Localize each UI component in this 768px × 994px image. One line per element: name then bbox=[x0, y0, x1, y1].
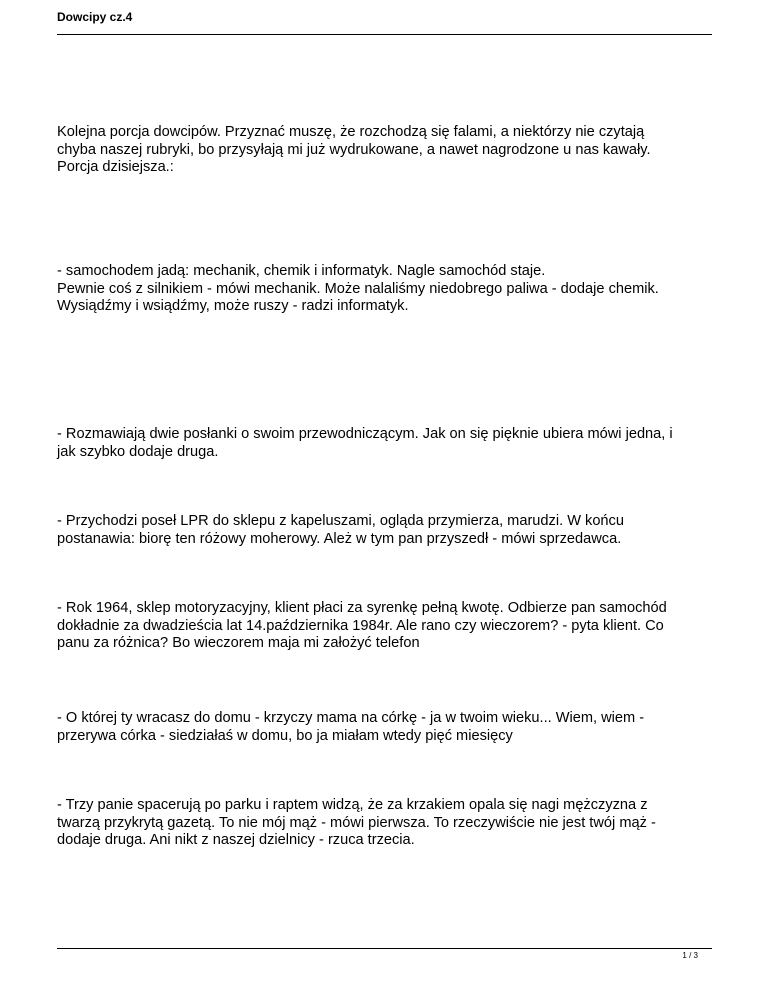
text-line: Porcja dzisiejsza.: bbox=[57, 159, 174, 175]
joke-paragraph bbox=[57, 263, 722, 316]
text-line: Wysiądźmy i wsiądźmy, może ruszy - radzi informatyk. bbox=[57, 298, 409, 314]
text-line: - Rozmawiają dwie posłanki o swoim przewodniczącym. Jak on się pięknie ubiera mówi jedna, i bbox=[57, 426, 673, 442]
joke-paragraph bbox=[57, 600, 722, 653]
joke-paragraph bbox=[57, 710, 722, 745]
text-line: - Przychodzi poseł LPR do sklepu z kapeluszami, ogląda przymierza, marudzi. W końcu bbox=[57, 513, 624, 529]
text-line: - samochodem jadą: mechanik, chemik i informatyk. Nagle samochód staje. bbox=[57, 263, 546, 279]
text-line: - Trzy panie spacerują po parku i raptem widzą, że za krzakiem opala się nagi mężczyzna z bbox=[57, 797, 648, 813]
header-divider bbox=[57, 34, 712, 35]
joke-paragraph bbox=[57, 797, 722, 850]
text-line: dodaje druga. Ani nikt z naszej dzielnicy - rzuca trzecia. bbox=[57, 832, 415, 848]
text-line: - Rok 1964, sklep motoryzacyjny, klient płaci za syrenkę pełną kwotę. Odbierze pan samochód bbox=[57, 600, 667, 616]
text-line: chyba naszej rubryki, bo przysyłają mi już wydrukowane, a nawet nagrodzone u nas kawały. bbox=[57, 141, 651, 158]
text-line: dokładnie za dwadzieścia lat 14.października 1984r. Ale rano czy wieczorem? - pyta klient. Co bbox=[57, 617, 664, 634]
joke-paragraph bbox=[57, 513, 722, 548]
page-header-title: Dowcipy cz.4 bbox=[57, 10, 133, 24]
intro-paragraph bbox=[57, 124, 722, 177]
page-number: 1 / 3 bbox=[682, 951, 698, 960]
text-line: postanawia: biorę ten różowy moherowy. Ależ w tym pan przyszedł - mówi sprzedawca. bbox=[57, 530, 622, 547]
text-line: twarzą przykrytą gazetą. To nie mój mąż - mówi pierwsza. To rzeczywiście nie jest twój mąż - bbox=[57, 814, 656, 831]
text-line: panu za różnica? Bo wieczorem maja mi założyć telefon bbox=[57, 635, 420, 651]
text-line: jak szybko dodaje druga. bbox=[57, 443, 219, 460]
text-line: Kolejna porcja dowcipów. Przyznać muszę, że rozchodzą się falami, a niektórzy nie czytają bbox=[57, 124, 645, 140]
text-line: Pewnie coś z silnikiem - mówi mechanik. Może nalaliśmy niedobrego paliwa - dodaje chemik. bbox=[57, 280, 659, 297]
joke-paragraph bbox=[57, 426, 722, 461]
text-line: przerywa córka - siedziałaś w domu, bo ja miałam wtedy pięć miesięcy bbox=[57, 727, 513, 744]
text-line: - O której ty wracasz do domu - krzyczy mama na córkę - ja w twoim wieku... Wiem, wiem - bbox=[57, 710, 645, 726]
footer-divider bbox=[57, 948, 712, 949]
